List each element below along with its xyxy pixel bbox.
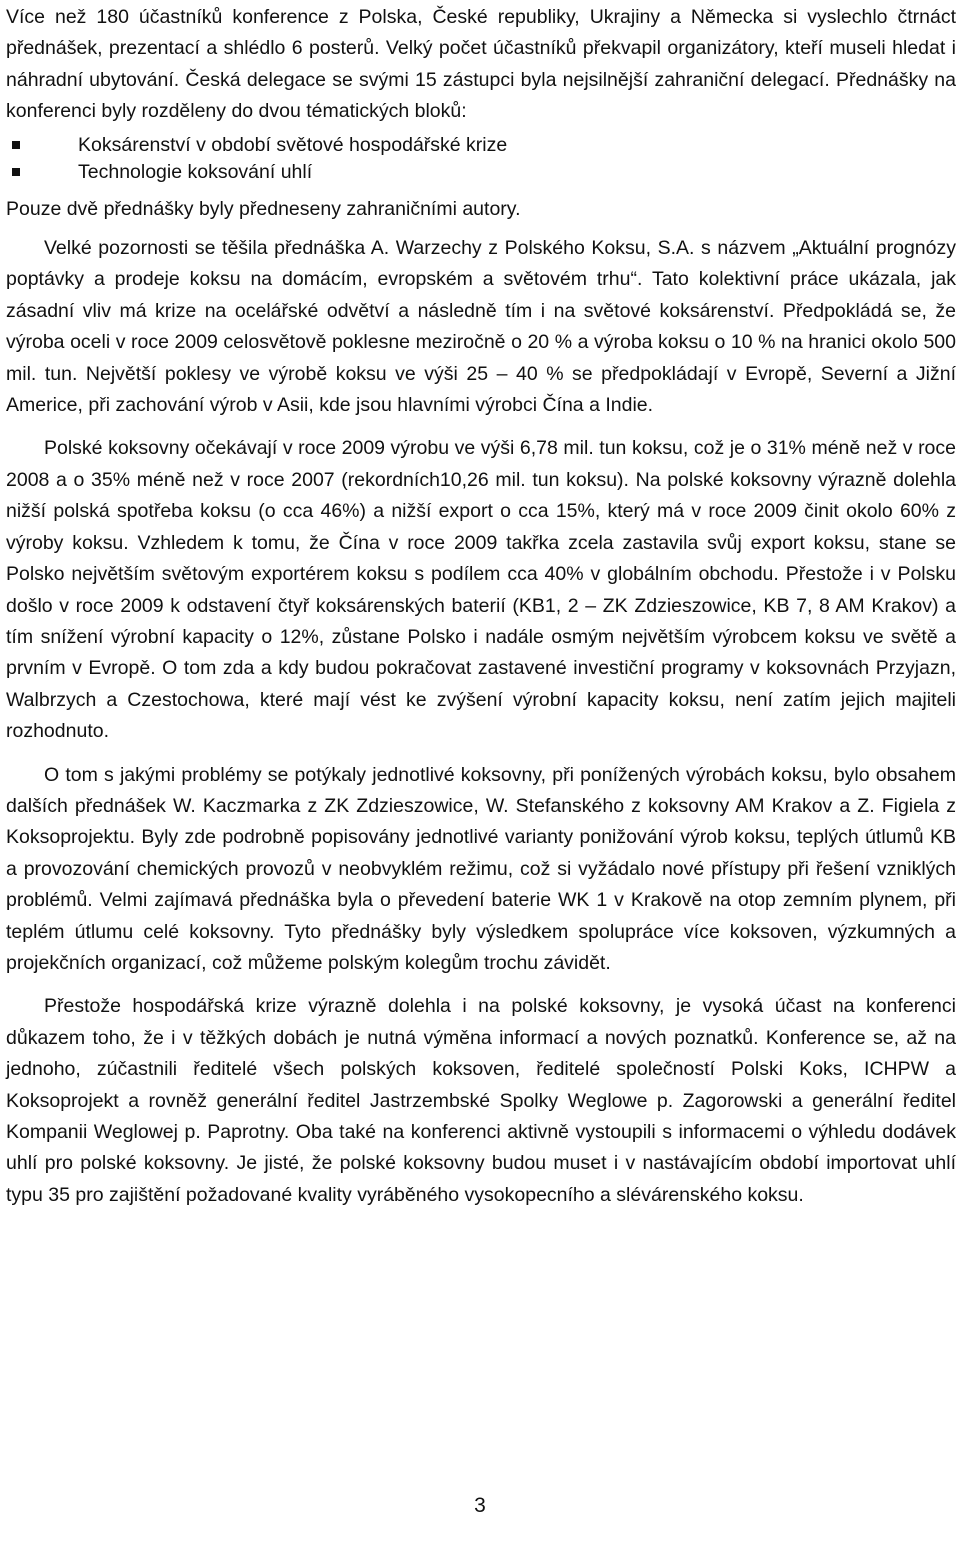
- page-number: 3: [474, 1494, 486, 1517]
- paragraph-conference-intro: Více než 180 účastníků konference z Polska, České republiky, Ukrajiny a Německa si vyslechlo čtrnáct přednášek, prezentací a shlédlo 6 posterů. Velký počet účastníků překvapil organizátory, kteří museli hledat i náhradní ubytování. Česká delegace se svými 15 zástupci byla nejsilnější zahraniční delegací. Přednášky na konferenci byly rozděleny do dvou tématických bloků:: [6, 6, 956, 123]
- list-item: [6, 132, 956, 159]
- list-item: [6, 159, 956, 186]
- paragraph-polish-coke-plants: Polské koksovny očekávají v roce 2009 výrobu ve výši 6,78 mil. tun koksu, což je o 31% méně než v roce 2008 a o 35% méně než v roce 2007 (rekordních10,26 mil. tun koksu). Na polské koksovny výrazně dolehla nižší polská spotřeba koksu (o cca 46%) a nižší export o cca 15%, který má v roce 2009 činit okolo 60% z výroby koksu. Vzhledem k tomu, že Čína v roce 2009 takřka zcela zastavila svůj export koksu, stane se Polsko největším světovým exportérem koksu s podílem cca 40% v globálním obchodu. Přestože i v Polsku došlo v roce 2009 k odstavení čtyř koksárenských baterií (KB1, 2 – ZK Zdzieszowice, KB 7, 8 AM Krakov) a tím snížení výrobní kapacity o 12%, zůstane Polsko i nadále osmým největším výrobcem koksu ve světě a prvním v Evropě. O tom zda a kdy budou pokračovat zastavené investiční programy v koksovnách Przyjazn, Walbrzych a Czestochowa, které mají vést ke zvýšení výrobní kapacity koksu, není zatím jejich majiteli rozhodnuto.: [6, 437, 956, 743]
- paragraph-foreign-authors: Pouze dvě přednášky byly předneseny zahraničními autory.: [6, 197, 521, 220]
- square-bullet-icon: [12, 168, 20, 176]
- paragraph-conference-attendance: Přestože hospodářská krize výrazně dolehla i na polské koksovny, je vysoká účast na konferenci důkazem toho, že i v těžkých dobách je nutná výměna informací a nových poznatků. Konference se, až na jednoho, zúčastnili ředitelé všech polských koksoven, ředitelé společností Polski Koks, ICHPW a Koksoprojekt a rovněž generální ředitel Jastrzembské Spolky Weglowe p. Zagorowski a generální ředitel Kompanii Weglowej p. Paprotny. Oba také na konferenci aktivně vystoupili s informacemi o výhledu dodávek uhlí pro polské koksovny. Je jisté, že polské koksovny budou muset i v nastávajícím období importovat uhlí typu 35 pro zajištění požadované kvality vyráběného vysokopecního a slévárenského koksu.: [6, 995, 956, 1206]
- paragraph-further-lectures: O tom s jakými problémy se potýkaly jednotlivé koksovny, při ponížených výrobách koksu, bylo obsahem dalších přednášek W. Kaczmarka z ZK Zdzieszowice, W. Stefanského z koksovny AM Krakov a Z. Figiela z Koksoprojektu. Byly zde podrobně popisovány jednotlivé varianty ponižování výrob koksu, teplých útlumů KB a provozování chemických provozů v neobvyklém režimu, což si vyžádalo nové přístupy při řešení vzniklých problémů. Velmi zajímavá přednáška byla o převedení baterie WK 1 v Krakově na otop zemním plynem, při teplém útlumu celé koksovny. Tyto přednášky byly výsledkem spolupráce více koksoven, výzkumných a projekčních organizací, což můžeme polským kolegům trochu závidět.: [6, 763, 956, 974]
- topic-list: [6, 132, 956, 186]
- document-page: [6, 0, 956, 1211]
- list-item-text: Technologie koksování uhlí: [78, 160, 313, 183]
- list-item-text: Koksárenství v období světové hospodářské krize: [78, 133, 508, 156]
- paragraph-warzecha-lecture: Velké pozornosti se těšila přednáška A. Warzechy z Polského Koksu, S.A. s názvem „Aktuální prognózy poptávky a prodeje koksu na domácím, evropském a světovém trhu“. Tato kolektivní práce ukázala, jak zásadní vliv má krize na ocelářské odvětví a následně tím i na světové koksárenství. Předpokládá se, že výroba oceli v roce 2009 celosvětově poklesne meziročně o 20 % a výroba koksu o 10 % na hranici okolo 500 mil. tun. Největší poklesy ve výrobě koksu ve výši 25 – 40 % se předpokládají v Evropě, Severní a Jižní Americe, při zachování výrob v Asii, kde jsou hlavními výrobci Čína a Indie.: [6, 237, 956, 417]
- square-bullet-icon: [12, 141, 20, 149]
